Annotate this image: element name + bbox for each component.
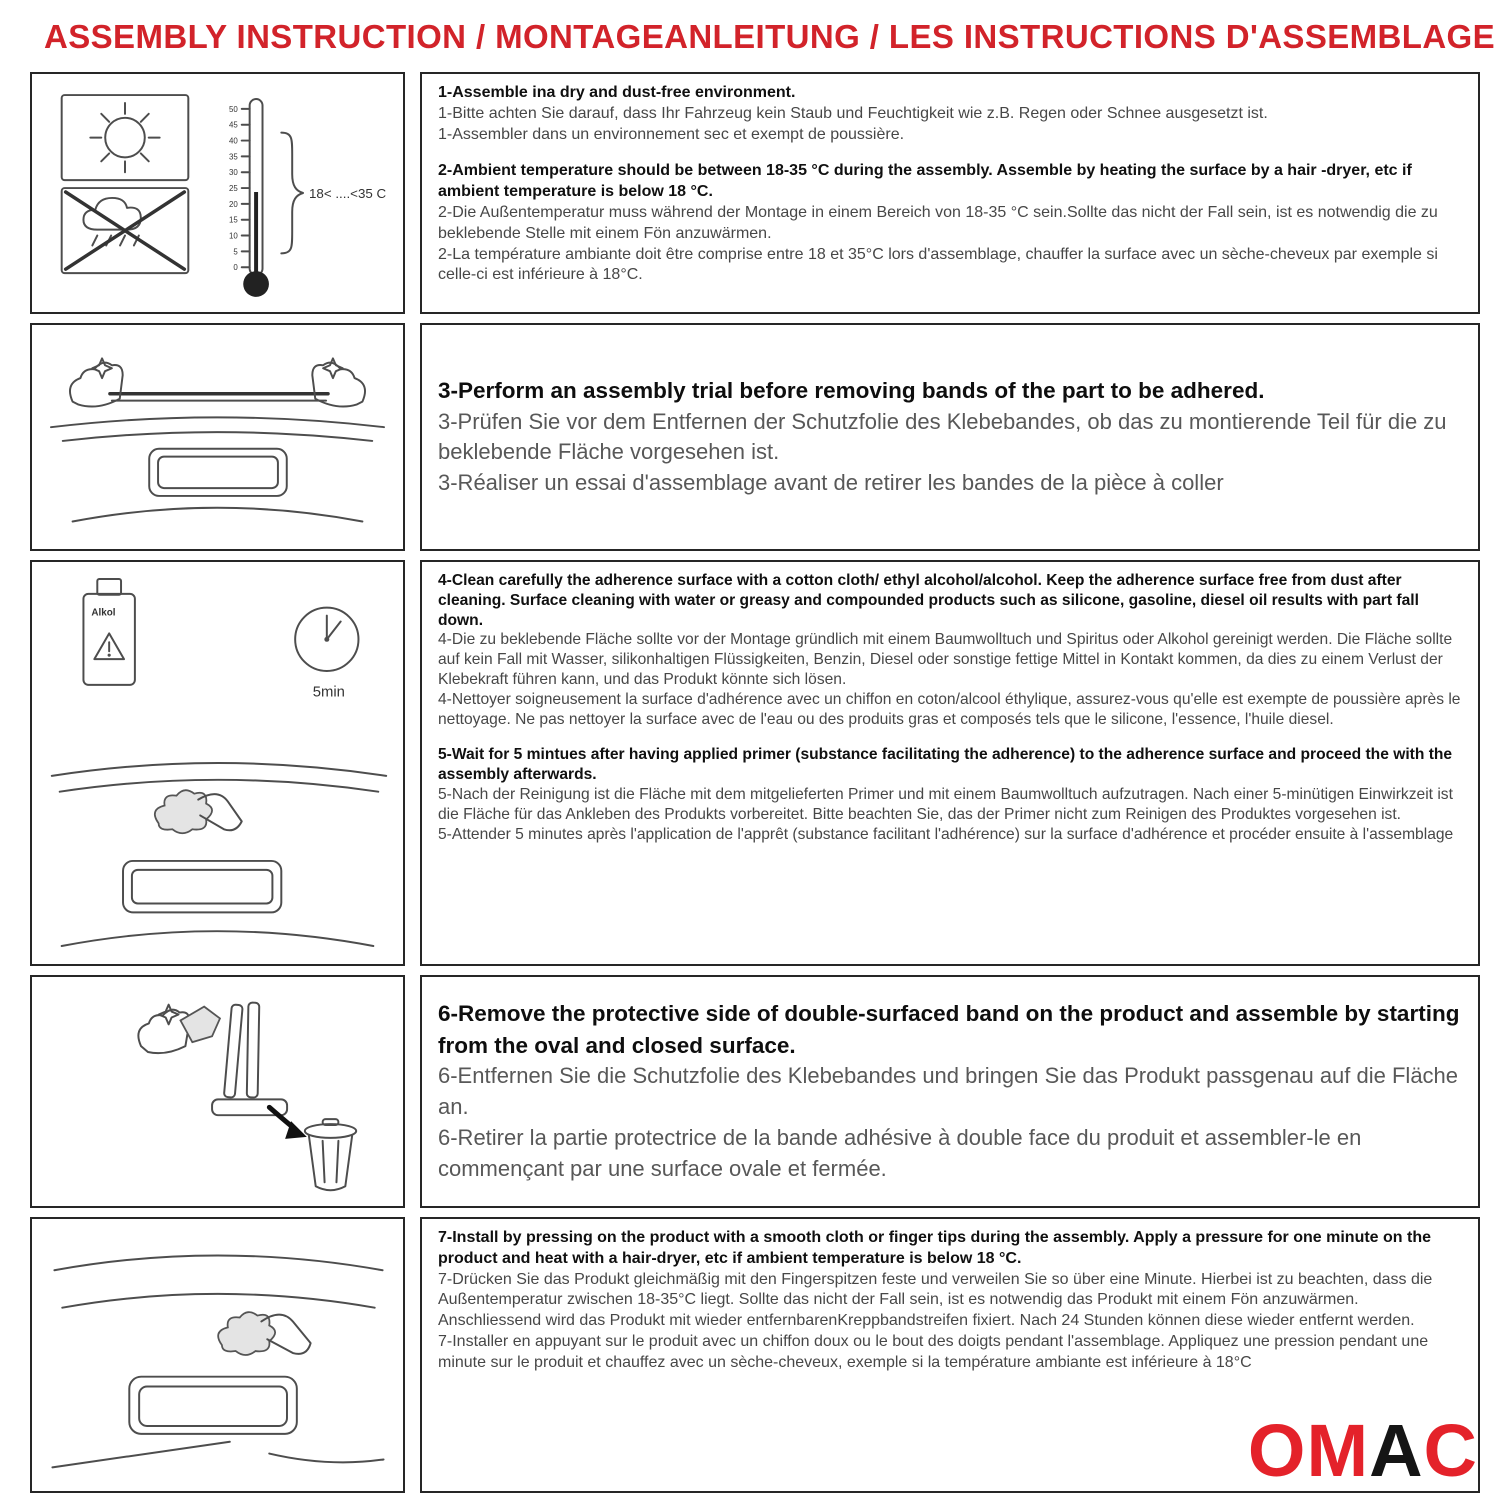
step-7-fr: 7-Installer en appuyant sur le produit avec un chiffon doux ou le bout des doigts pendant l'assemblage. Appliquez une pression pendant une minute sur le produit et chauffez avec un sèche-cheveux, exemple si la température ambiante est inférieure à 18°C <box>438 1332 1429 1371</box>
thermometer-tick-label: 40 <box>228 136 238 146</box>
thermometer-tick-label: 45 <box>228 120 238 130</box>
step-5-en: 5-Wait for 5 mintues after having applied primer (substance facilitating the adherence) to the adherence surface and proceed the with the assembly afterwards. <box>438 746 1453 784</box>
section-remove-band <box>30 975 1480 1208</box>
step-2-fr: 2-La température ambiante doit être comprise entre 18 et 35°C lors d'assemblage, chauffer la surface avec un sèche-cheveux par exemple si celle-ci est inférieure à 18°C. <box>438 245 1438 284</box>
step-1-en: 1-Assemble ina dry and dust-free environment. <box>438 84 796 101</box>
section-3-text <box>420 560 1480 966</box>
omac-logo <box>1247 1409 1478 1492</box>
peel-band-trash-illustration <box>30 975 405 1208</box>
step-3-fr: 3-Réaliser un essai d'assemblage avant de retirer les bandes de la pièce à coller <box>438 470 1224 496</box>
trash-can-icon <box>305 1119 356 1190</box>
peel-band-trash-svg <box>32 977 403 1206</box>
step-2-en: 2-Ambient temperature should be between 18-35 °C during the assembly. Assemble by heating the surface by a hair -dryer, etc if ambient temperature is below 18 °C. <box>438 162 1412 201</box>
cleaning-illustration <box>30 560 405 966</box>
wiping-hand-illustration <box>52 763 386 946</box>
panel-illustration <box>51 417 384 521</box>
section-4-text <box>420 975 1480 1208</box>
thermometer-tick-label: 30 <box>228 168 238 178</box>
step-6-de: 6-Entfernen Sie die Schutzfolie des Klebebandes und bringen Sie das Produkt passgenau auf die Fläche an. <box>438 1063 1459 1120</box>
section-clean-primer <box>30 560 1480 966</box>
climate-illustration-svg <box>32 74 403 312</box>
step-4-en: 4-Clean carefully the adherence surface with a cotton cloth/ ethyl alcohol/alcohol. Keep the adherence surface free from dust after cleaning. Surface cleaning with water or greasy and compounded products such as silicone, gasoline, diesel oil results with part fall down. <box>438 572 1419 629</box>
thermometer-tick-label: 10 <box>228 231 238 241</box>
cleaning-illustration-svg <box>32 562 403 964</box>
omac-logo-om: OM <box>1247 1409 1370 1492</box>
step-4-de: 4-Die zu beklebende Fläche sollte vor der Montage gründlich mit einem Baumwolltuch und Spiritus oder Alkohol gereinigt werden. Die Fläche sollte auf kein Fall mit Wasser, silikonhaltigen Flüssigkeiten, Benzin, Diesel oder sonstige fettige Mittel in Kontakt kommen, da dies zu einem Verlust der Klebekraft führen kann, und das Produkt könnte sich lösen. <box>438 631 1453 688</box>
step-4-fr: 4-Nettoyer soigneusement la surface d'adhérence avec un chiffon en coton/alcool éthylique, assurez-vous qu'elle est exempte de poussière après le nettoyage. Ne pas nettoyer la surface avec de l'eau ou des produits gras et composés tels que le silicone, l'essence, l'huile diesel. <box>438 690 1461 728</box>
pressing-hand-illustration <box>30 1217 405 1493</box>
hands-pulling-band-illustration <box>30 323 405 551</box>
step-7-en: 7-Install by pressing on the product with a smooth cloth or finger tips during the assembly. Apply a pressure for one minute on the product and heat with a hair-dryer, etc if ambient temperature is below 18 °C. <box>438 1229 1431 1267</box>
pressing-hand-icon <box>218 1312 310 1355</box>
sun-icon <box>62 95 189 180</box>
step-1-de: 1-Bitte achten Sie darauf, dass Ihr Fahrzeug kein Staub und Feuchtigkeit wie z.B. Regen oder Schnee ausgesetzt ist. <box>438 104 1268 122</box>
warning-icon <box>94 633 124 659</box>
step-7-de: 7-Drücken Sie das Produkt gleichmäßig mit den Fingerspitzen feste und verweilen Sie so über eine Minute. Hierbei ist zu beachten, dass die Außentemperatur zwischen 18-35°C liegt. Sollte das nicht der Fall sein, ist es notwendig das Produkt mit einem Fön anzuwärmen. Anschliessend wird das Produkt mit wieder entfernbarenKreppbandstreifen fixiert. Nach 24 Stunden können diese wieder entfernt werden. <box>438 1270 1433 1330</box>
step-5-de: 5-Nach der Reinigung ist die Fläche mit dem mitgelieferten Primer und mit einem Baumwolltuch aufzutragen. Nach einer 5-minütigen Einwirkzeit ist die Fläche für das Ankleben des Produkts vorbereitet. Bitte beachten Sie, das der Primer nicht zum Reinigen des Produktes vorgesehen ist. <box>438 785 1453 823</box>
step-3-en: 3-Perform an assembly trial before removing bands of the part to be adhered. <box>438 378 1265 404</box>
peeling-hand-icon <box>138 1005 220 1054</box>
step-2-de: 2-Die Außentemperatur muss während der Montage in einem Bereich von 18-35 °C sein.Sollte das nicht der Fall sein, ist es notwendig die zu beklebende Stelle mit einem Fön anzuwärmen. <box>438 203 1438 242</box>
section-1-text <box>420 72 1480 314</box>
pressing-hand-svg <box>32 1219 403 1491</box>
right-hand-icon <box>312 358 365 406</box>
thermometer-tick-label: 0 <box>233 263 238 273</box>
thermometer-tick-label: 20 <box>228 199 238 209</box>
step-6-fr: 6-Retirer la partie protectrice de la bande adhésive à double face du produit et assembler-le en commençant par une surface ovale et fermée. <box>438 1125 1362 1181</box>
alcohol-bottle-icon <box>83 579 134 685</box>
alcohol-bottle-label: Alkol <box>91 607 116 619</box>
temperature-range-label: 18< ....<35 C <box>309 185 387 201</box>
section-assembly-trial <box>30 323 1480 551</box>
thermometer-tick-label: 50 <box>228 104 238 114</box>
thermometer-tick-label: 5 <box>233 247 238 257</box>
clock-icon <box>295 608 358 701</box>
hands-pulling-band-svg <box>32 325 403 549</box>
thermometer-tick-label: 35 <box>228 152 238 162</box>
arrow-to-trash-icon <box>269 1107 307 1139</box>
climate-illustration <box>30 72 405 314</box>
thermometer-tick-label: 15 <box>228 215 238 225</box>
step-6-en: 6-Remove the protective side of double-surfaced band on the product and assemble by starting from the oval and closed surface. <box>438 1001 1460 1058</box>
omac-logo-c: C <box>1423 1409 1478 1492</box>
omac-logo-a: A <box>1369 1409 1424 1492</box>
section-2-text <box>420 323 1480 551</box>
step-1-fr: 1-Assembler dans un environnement sec et exempt de poussière. <box>438 125 905 143</box>
section-environment-temperature <box>30 72 1480 314</box>
step-5-fr: 5-Attender 5 minutes après l'application de l'apprêt (substance facilitant l'adhérence) sur la surface d'adhérence et procéder ensuite à l'assemblage <box>438 825 1454 843</box>
thermometer-icon <box>229 99 387 297</box>
adhesive-strips-icon <box>212 1003 287 1116</box>
left-hand-icon <box>70 358 123 406</box>
clock-duration-label: 5min <box>312 684 345 701</box>
thermometer-tick-label: 25 <box>228 184 238 194</box>
page-title: ASSEMBLY INSTRUCTION / MONTAGEANLEITUNG / LES INSTRUCTIONS D'ASSEMBLAGE <box>44 18 1496 55</box>
panel-illustration <box>52 1255 383 1467</box>
step-3-de: 3-Prüfen Sie vor dem Entfernen der Schutzfolie des Klebebandes, ob das zu montierende Teil für die zu beklebende Fläche vorgesehen ist. <box>438 408 1447 465</box>
no-rain-icon <box>62 188 189 273</box>
